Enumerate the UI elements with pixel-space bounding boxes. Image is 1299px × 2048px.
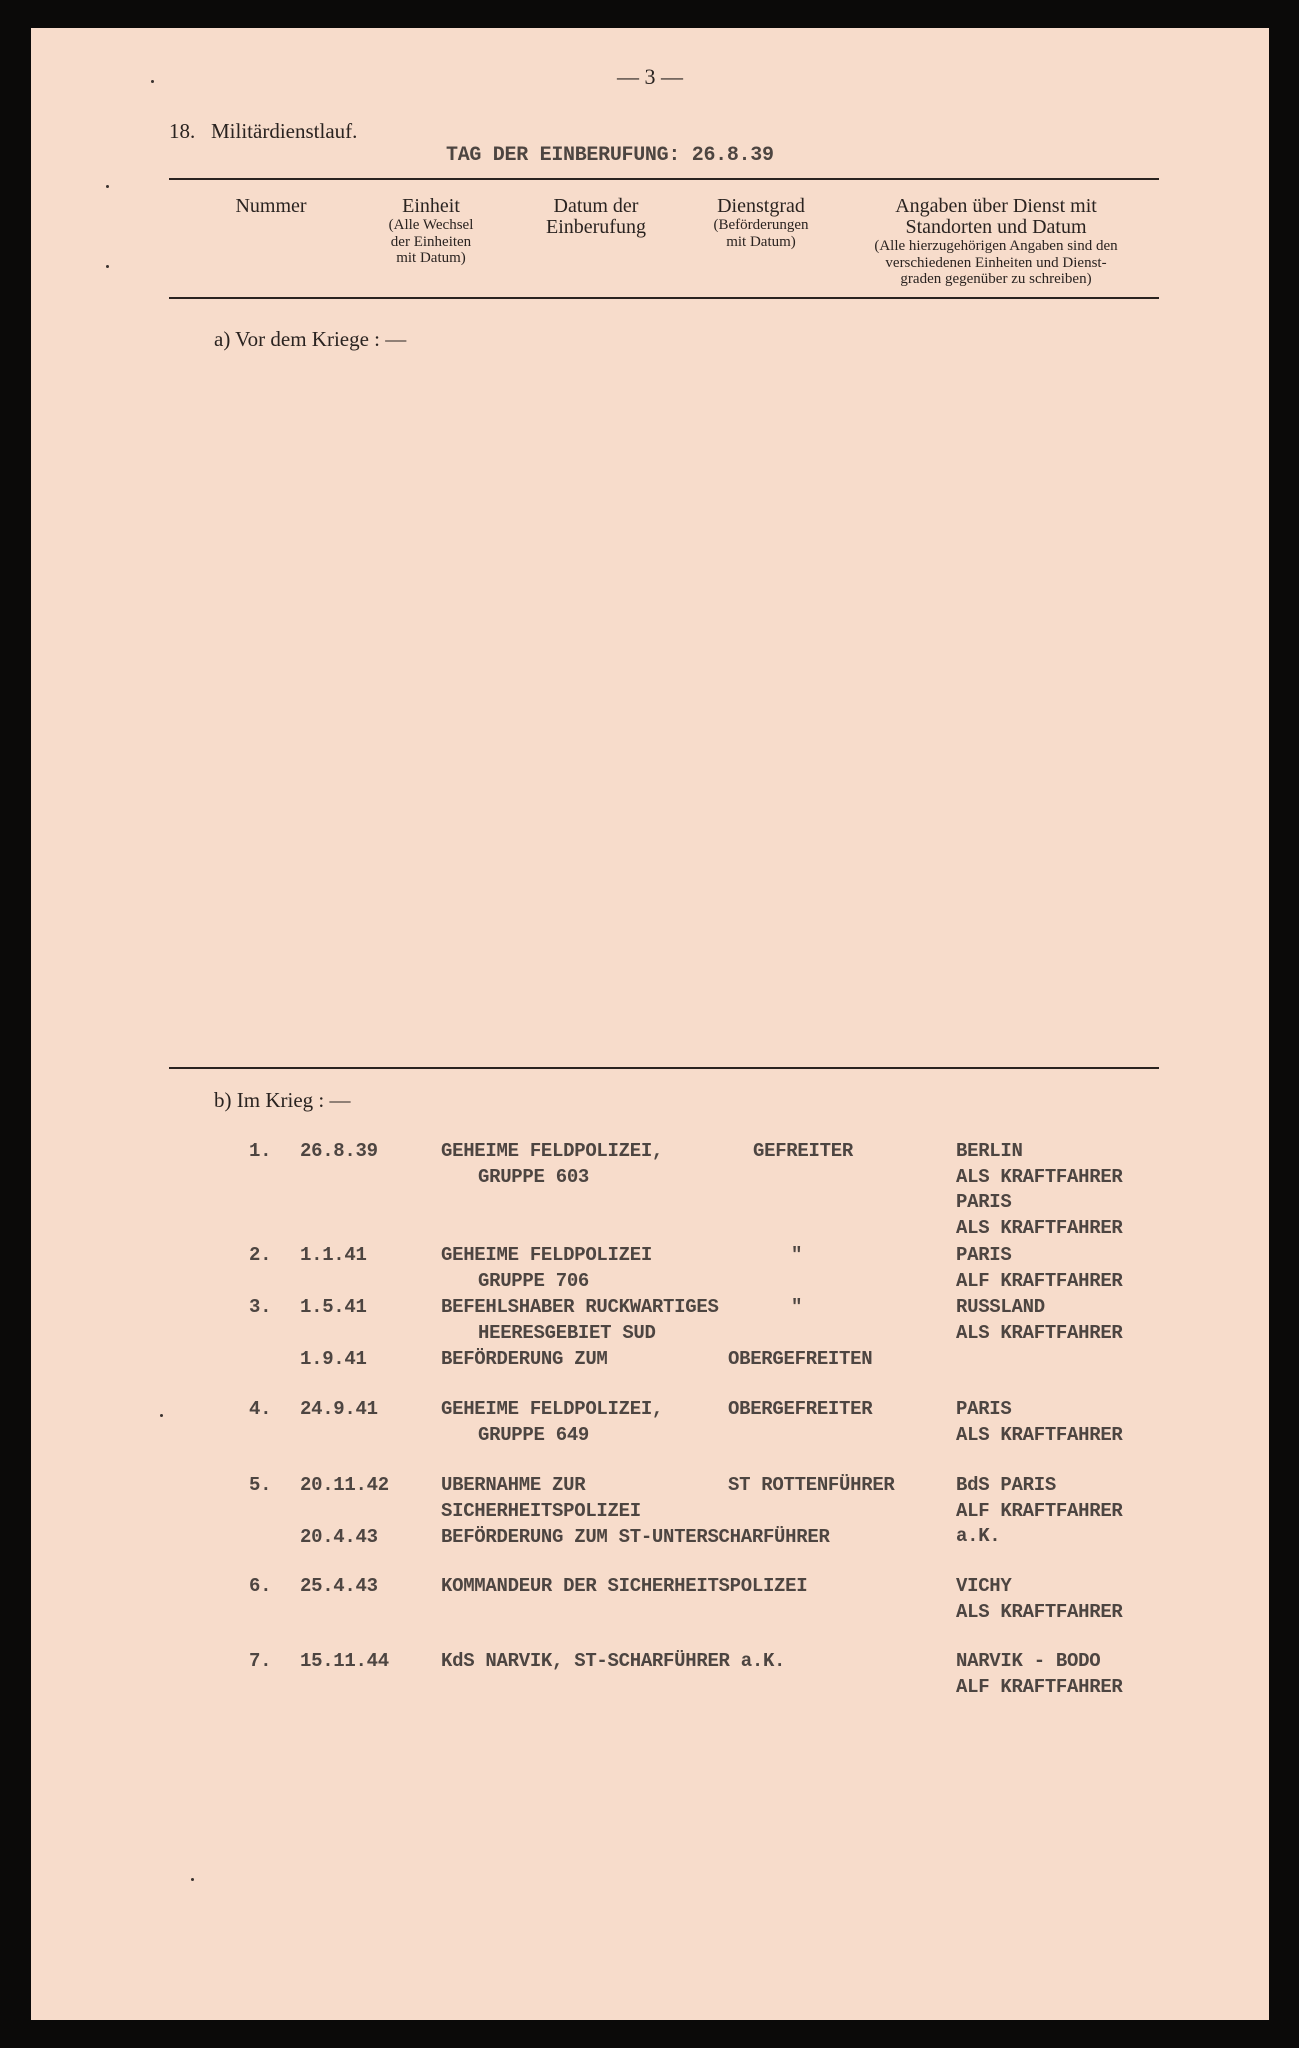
scan-speck	[160, 1414, 163, 1417]
einberufung-date: TAG DER EINBERUFUNG: 26.8.39	[446, 144, 774, 167]
entry-nr: 1.	[249, 1140, 272, 1162]
entry-datum: 24.9.41	[300, 1398, 378, 1420]
entry-einheit: GEHEIME FELDPOLIZEI,	[441, 1398, 664, 1420]
entry-datum: 20.4.43	[300, 1526, 378, 1548]
entry-dienstgrad: GEFREITER	[753, 1140, 853, 1162]
entry-einheit: GRUPPE 706	[478, 1270, 590, 1292]
entry-einheit: GEHEIME FELDPOLIZEI	[441, 1244, 652, 1266]
entry-angaben: PARIS	[956, 1191, 1012, 1213]
entry-angaben: ALF KRAFTFAHRER	[956, 1270, 1123, 1292]
entry-angaben: NARVIK - BODO	[956, 1650, 1101, 1672]
vor-dem-kriege-label: a) Vor dem Kriege : —	[214, 327, 407, 351]
scan-speck	[106, 265, 109, 268]
entry-einheit: BEFEHLSHABER RUCKWARTIGES	[441, 1296, 719, 1318]
entry-nr: 5.	[249, 1474, 272, 1496]
col-header-einheit: Einheit (Alle Wechsel der Einheiten mit Datum)	[388, 195, 474, 266]
section-title: Militärdienstlauf.	[211, 119, 358, 143]
entry-einheit: SICHERHEITSPOLIZEI	[441, 1500, 641, 1522]
section-number: 18.	[169, 119, 196, 143]
entry-nr: 7.	[249, 1650, 272, 1672]
entry-dienstgrad: ST ROTTENFÜHRER	[728, 1474, 895, 1496]
entry-datum: 20.11.42	[300, 1474, 389, 1496]
entry-dienstgrad: OBERGEFREITEN	[728, 1348, 873, 1370]
entry-nr: 3.	[249, 1296, 272, 1318]
entry-datum: 25.4.43	[300, 1575, 378, 1597]
entry-datum: 15.11.44	[300, 1650, 389, 1672]
im-krieg-label: b) Im Krieg : —	[214, 1088, 351, 1112]
scan-speck	[191, 1878, 194, 1881]
entry-dienstgrad: OBERGEFREITER	[728, 1398, 873, 1420]
entry-nr: 6.	[249, 1575, 272, 1597]
entry-datum: 1.5.41	[300, 1296, 367, 1318]
header-top-rule	[169, 178, 1159, 180]
entry-datum: 1.9.41	[300, 1348, 367, 1370]
entry-angaben: ALS KRAFTFAHRER	[956, 1601, 1123, 1623]
entry-angaben: ALS KRAFTFAHRER	[956, 1322, 1123, 1344]
document-page	[31, 28, 1269, 2020]
entry-nr: 4.	[249, 1398, 272, 1420]
entry-einheit: UBERNAHME ZUR	[441, 1474, 586, 1496]
entry-angaben: RUSSLAND	[956, 1296, 1045, 1318]
entry-angaben: ALS KRAFTFAHRER	[956, 1217, 1123, 1239]
entry-einheit: GRUPPE 649	[478, 1424, 590, 1446]
entry-nr: 2.	[249, 1244, 272, 1266]
col-header-datum: Datum der Einberufung	[546, 195, 646, 238]
entry-angaben: ALS KRAFTFAHRER	[956, 1424, 1123, 1446]
entry-angaben: ALS KRAFTFAHRER	[956, 1166, 1123, 1188]
col-header-dienstgrad: Dienstgrad (Beförderungen mit Datum)	[713, 195, 809, 250]
header-bottom-rule	[169, 297, 1159, 299]
entry-angaben: VICHY	[956, 1575, 1012, 1597]
entry-einheit: GEHEIME FELDPOLIZEI,	[441, 1140, 664, 1162]
entry-einheit: KdS NARVIK, ST-SCHARFÜHRER a.K.	[441, 1650, 786, 1672]
scan-speck	[151, 80, 154, 83]
page-number: — 3 —	[617, 64, 683, 89]
entry-angaben: ALF KRAFTFAHRER	[956, 1500, 1123, 1522]
entry-einheit: BEFÖRDERUNG ZUM	[441, 1348, 608, 1370]
entry-angaben: PARIS	[956, 1398, 1012, 1420]
entry-dienstgrad: "	[791, 1296, 803, 1318]
entry-angaben: ALF KRAFTFAHRER	[956, 1676, 1123, 1698]
scan-speck	[106, 185, 109, 188]
entry-einheit: KOMMANDEUR DER SICHERHEITSPOLIZEI	[441, 1575, 808, 1597]
entry-einheit: HEERESGEBIET SUD	[478, 1322, 656, 1344]
entry-dienstgrad: "	[791, 1244, 803, 1266]
entry-angaben: BERLIN	[956, 1140, 1023, 1162]
war-divider-rule	[169, 1067, 1159, 1069]
entry-einheit: BEFÖRDERUNG ZUM ST-UNTERSCHARFÜHRER	[441, 1526, 830, 1548]
entry-datum: 26.8.39	[300, 1140, 378, 1162]
col-header-angaben: Angaben über Dienst mit Standorten und Datum (Alle hierzugehörigen Angaben sind den verschiedenen Einheiten und Dienst- graden gegenüber zu schreiben)	[874, 195, 1118, 287]
entry-einheit: GRUPPE 603	[478, 1166, 590, 1188]
col-header-nummer: Nummer	[235, 195, 307, 217]
section-heading	[169, 119, 357, 144]
entry-angaben: BdS PARIS	[956, 1474, 1056, 1496]
entry-datum: 1.1.41	[300, 1244, 367, 1266]
entry-angaben: a.K.	[956, 1525, 1001, 1547]
entry-angaben: PARIS	[956, 1244, 1012, 1266]
